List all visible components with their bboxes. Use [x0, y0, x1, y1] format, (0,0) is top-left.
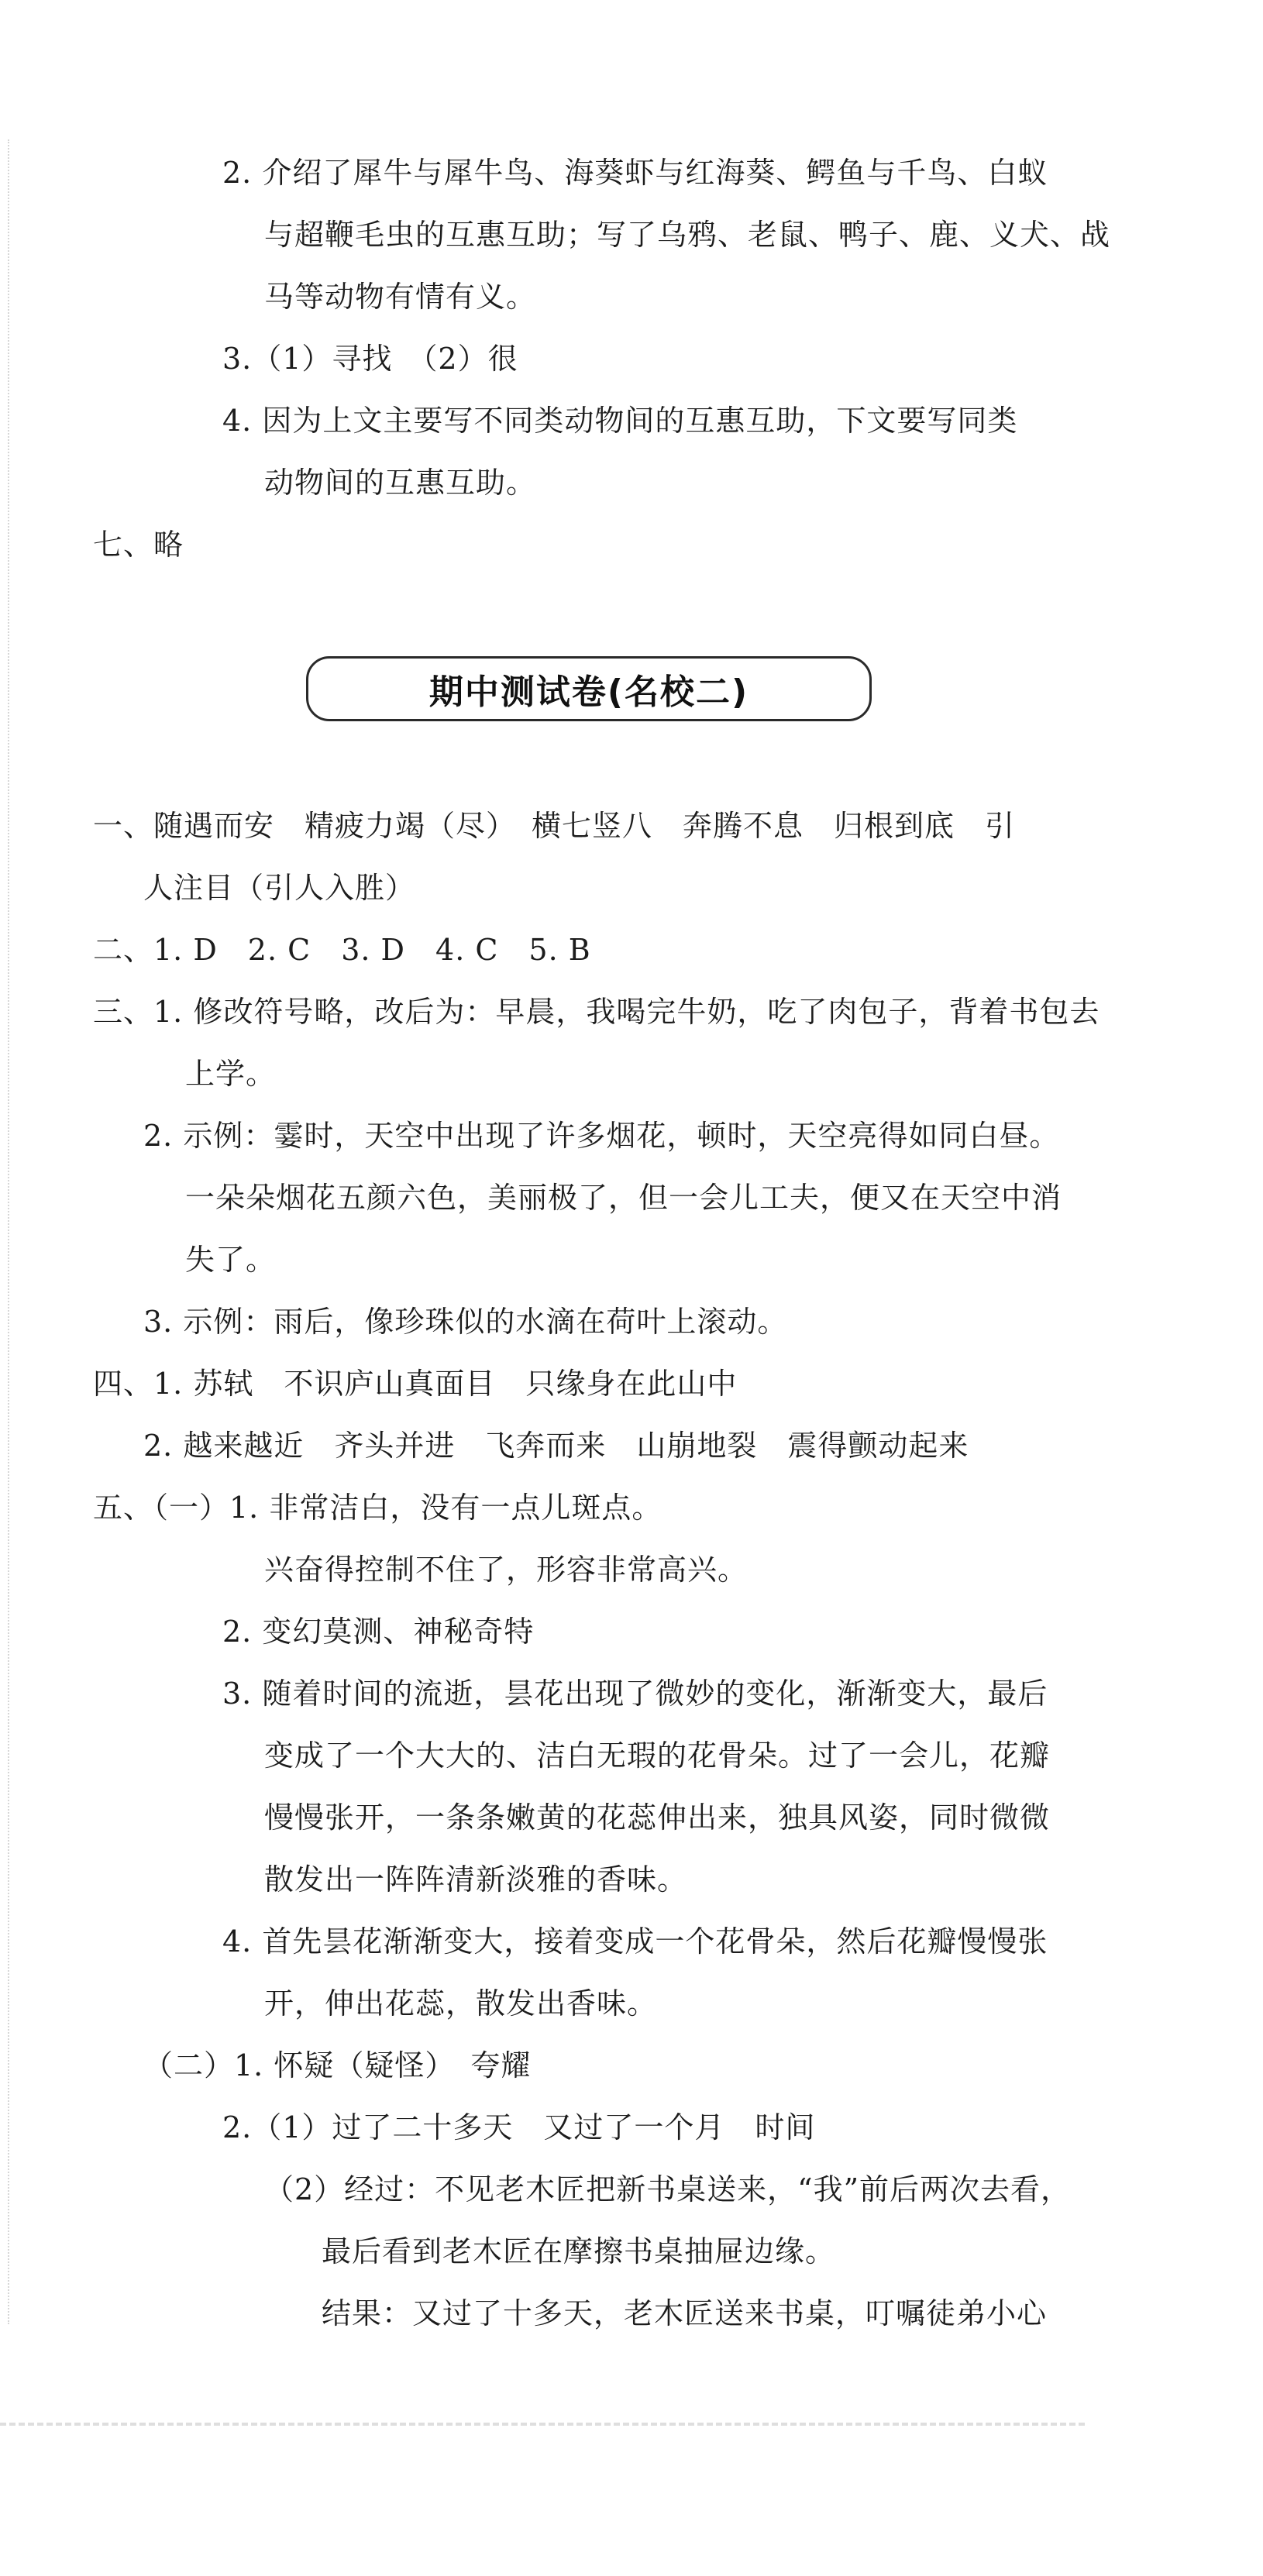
answer-line-6: 动物间的互惠互助。 — [264, 466, 537, 500]
answer-line-14: 一朵朵烟花五颜六色，美丽极了，但一会儿工夫，便又在天空中消 — [185, 1181, 1062, 1215]
answer-line-13: 2. 示例：霎时，天空中出现了许多烟花，顿时，天空亮得如同白昼。 — [143, 1119, 1060, 1153]
answer-line-3: 马等动物有情有义。 — [264, 280, 537, 314]
section-title-box — [306, 656, 872, 721]
page-bottom-border — [0, 2423, 1085, 2426]
answer-line-30: （2）经过：不见老木匠把新书桌送来，“我”前后两次去看， — [264, 2172, 1072, 2206]
answer-line-1: 2. 介绍了犀牛与犀牛鸟、海葵虾与红海葵、鳄鱼与千鸟、白蚁 — [222, 156, 1048, 190]
section-title: 期中测试卷(名校二) — [428, 672, 749, 712]
answer-line-5: 4. 因为上文主要写不同类动物间的互惠互助，下文要写同类 — [222, 404, 1018, 438]
answer-line-2: 与超鞭毛虫的互惠互助；写了乌鸦、老鼠、鸭子、鹿、义犬、战 — [264, 218, 1111, 252]
answer-line-12: 上学。 — [185, 1057, 277, 1091]
answer-line-15: 失了。 — [185, 1243, 277, 1277]
answer-line-11: 三、1. 修改符号略，改后为：早晨，我喝完牛奶，吃了肉包子，背着书包去 — [93, 995, 1100, 1029]
answer-line-9: 人注目（引人入胜） — [143, 871, 416, 905]
answer-line-10: 二、1. D 2. C 3. D 4. C 5. B — [93, 933, 591, 967]
answer-line-8: 一、随遇而安 精疲力竭（尽） 横七竖八 奔腾不息 归根到底 引 — [93, 809, 1016, 843]
answer-line-18: 2. 越来越近 齐头并进 飞奔而来 山崩地裂 震得颤动起来 — [143, 1429, 969, 1463]
answer-line-19: 五、（一）1. 非常洁白，没有一点儿斑点。 — [93, 1491, 662, 1525]
answer-line-25: 散发出一阵阵清新淡雅的香味。 — [264, 1862, 688, 1897]
answer-line-20: 兴奋得控制不住了，形容非常高兴。 — [264, 1553, 749, 1587]
answer-line-16: 3. 示例：雨后，像珍珠似的水滴在荷叶上滚动。 — [143, 1305, 788, 1339]
binding-margin-dots — [8, 139, 9, 2324]
answer-line-4: 3.（1）寻找 （2）很 — [222, 342, 518, 376]
answer-line-28: （二）1. 怀疑（疑怪） 夸耀 — [143, 2048, 532, 2082]
answer-line-31: 最后看到老木匠在摩擦书桌抽屉边缘。 — [322, 2234, 836, 2268]
answer-line-24: 慢慢张开，一条条嫩黄的花蕊伸出来，独具风姿，同时微微 — [264, 1800, 1051, 1835]
answer-line-21: 2. 变幻莫测、神秘奇特 — [222, 1615, 535, 1649]
answer-line-23: 变成了一个大大的、洁白无瑕的花骨朵。过了一会儿，花瓣 — [264, 1739, 1051, 1773]
answer-line-17: 四、1. 苏轼 不识庐山真面目 只缘身在此山中 — [93, 1367, 738, 1401]
answer-line-22: 3. 随着时间的流逝，昙花出现了微妙的变化，渐渐变大，最后 — [222, 1677, 1048, 1711]
answer-line-26: 4. 首先昙花渐渐变大，接着变成一个花骨朵，然后花瓣慢慢张 — [222, 1924, 1048, 1959]
answer-line-32: 结果：又过了十多天，老木匠送来书桌，叮嘱徒弟小心 — [322, 2296, 1048, 2330]
answer-line-7: 七、略 — [93, 528, 184, 562]
answer-line-27: 开，伸出花蕊，散发出香味。 — [264, 1986, 658, 2021]
answer-line-29: 2.（1）过了二十多天 又过了一个月 时间 — [222, 2110, 816, 2144]
